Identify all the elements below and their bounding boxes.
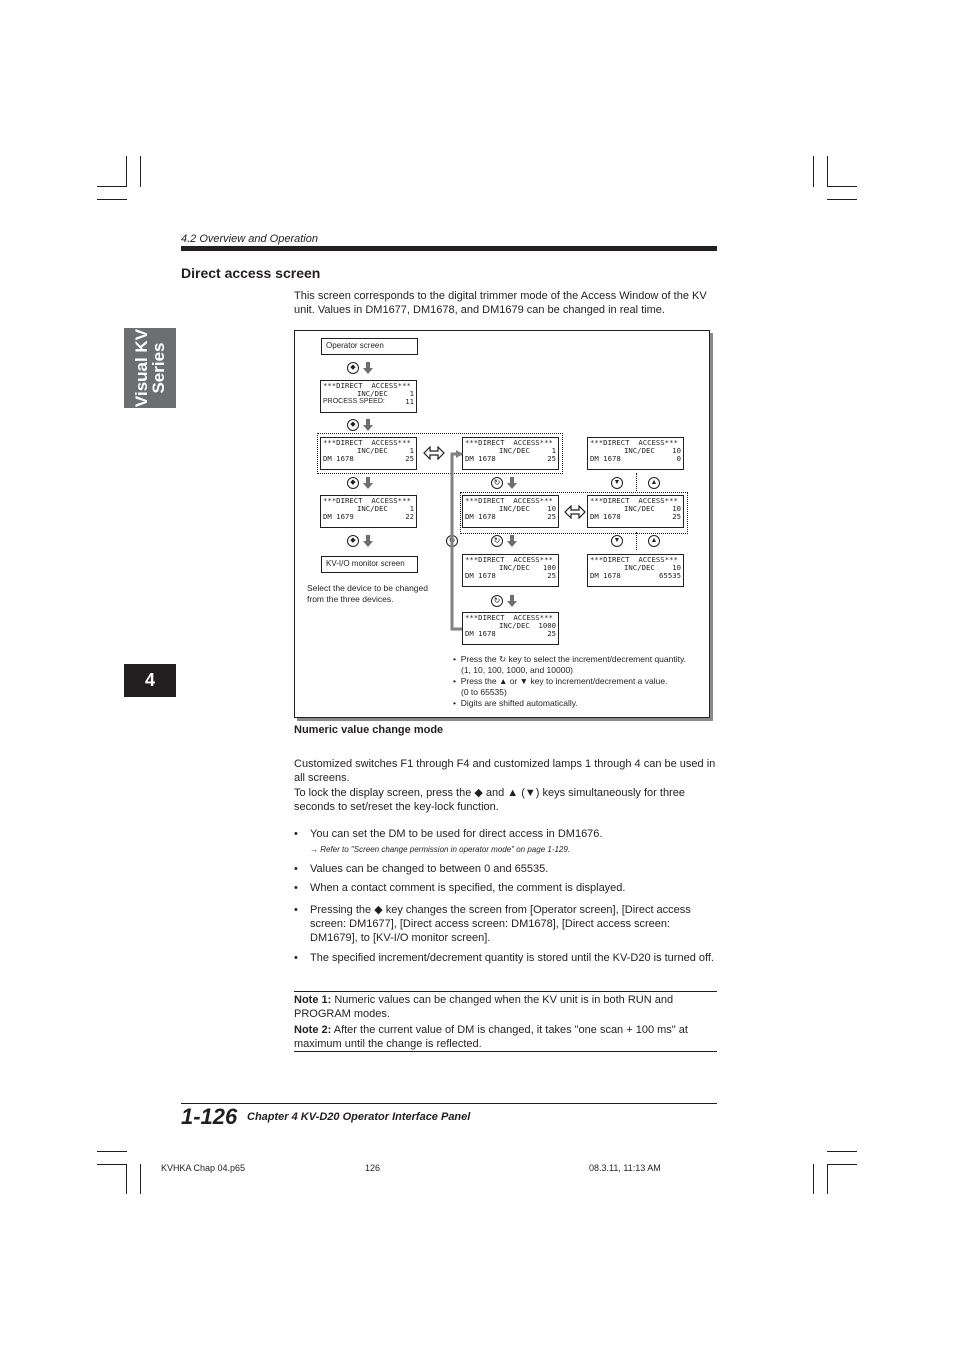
lcd-line: DM 1678 (465, 512, 496, 521)
crop-mark (97, 186, 127, 187)
down-key-icon: ▼ (611, 477, 623, 489)
notes-rule-top (294, 991, 717, 992)
crop-mark (126, 1164, 127, 1194)
bullet-item: When a contact comment is specified, the comment is displayed. (310, 882, 626, 894)
lcd-screen (587, 495, 684, 528)
note-item: Press the ↻ key to select the increment/decrement quantity. (460, 654, 686, 664)
diagram-caption: Numeric value change mode (294, 724, 444, 736)
lcd-line: DM 1678 (590, 454, 621, 463)
intro-paragraph: This screen corresponds to the digital trimmer mode of the Access Window of the KV unit. Values in DM1677, DM1678, and DM1679 can be changed in real time. (294, 290, 707, 316)
body-paragraph: Customized switches F1 through F4 and customized lamps 1 through 4 can be used in all screens. (294, 758, 716, 784)
lcd-value: 25 (547, 454, 556, 463)
lcd-line: ***DIRECT ACCESS*** (590, 555, 678, 564)
note-item: (0 to 65535) (461, 687, 507, 697)
lcd-line: DM 1678 (465, 571, 496, 580)
crop-mark (813, 156, 814, 187)
page-heading: Direct access screen (181, 265, 321, 281)
lcd-line: INC/DEC (499, 621, 530, 630)
diagram-notes: • Press the ↻ key to select the increment/decrement quantity. (1, 10, 100, 1000, and 10000) • Press the ▲ or ▼ key to increment/decrement a value. (0 to 65535) • Digits are shifted automatically. (453, 654, 705, 709)
lcd-value: 11 (405, 397, 414, 406)
lcd-value: 65535 (659, 571, 681, 580)
lcd-line: DM 1678 (323, 454, 354, 463)
rotate-key-icon: ↻ (491, 595, 503, 607)
lcd-value: 10 (547, 504, 556, 513)
crop-mark (827, 1164, 828, 1194)
lcd-screen (587, 554, 684, 587)
dotted-connector (636, 532, 637, 550)
note-2 (294, 1023, 718, 1051)
select-note: Select the device to be changed from the three devices. (307, 583, 428, 604)
lcd-value: 1000 (538, 621, 556, 630)
notes-rule-bottom (294, 1051, 717, 1052)
chapter-line: Chapter 4 KV-D20 Operator Interface Panel (247, 1111, 471, 1123)
crop-mark (97, 1151, 127, 1152)
up-key-icon: ▲ (648, 477, 660, 489)
lcd-line: ***DIRECT ACCESS*** (465, 496, 553, 505)
lcd-line: ***DIRECT ACCESS*** (465, 613, 553, 622)
lcd-line: ***DIRECT ACCESS*** (590, 438, 678, 447)
down-arrow-icon (363, 477, 373, 489)
rotate-key-icon: ↻ (491, 535, 503, 547)
bullet-item: The specified increment/decrement quantity is stored until the KV-D20 is turned off. (310, 952, 714, 964)
lcd-line: INC/DEC (357, 389, 388, 398)
header-rule (181, 246, 717, 251)
lcd-line: INC/DEC (499, 446, 530, 455)
diamond-key-icon: ◆ (347, 362, 359, 374)
lcd-screen (587, 437, 684, 470)
down-arrow-icon (507, 595, 517, 607)
crop-mark (97, 1164, 127, 1165)
lcd-line: INC/DEC (624, 504, 655, 513)
crop-mark (827, 1151, 857, 1152)
lcd-value: 25 (405, 454, 414, 463)
bullet-item: You can set the DM to be used for direct access in DM1676. (310, 828, 603, 840)
bullet-item: Pressing the ◆ key changes the screen from [Operator screen], [Direct access screen: DM1677], [Direct access screen: DM1678], [Direct access screen: DM1679], to [KV-I/O monitor screen]. (310, 904, 691, 944)
double-arrow-icon (564, 505, 586, 519)
down-arrow-icon (507, 535, 517, 547)
lcd-value: 22 (405, 512, 414, 521)
note-item: (1, 10, 100, 1000, and 10000) (461, 665, 574, 675)
lcd-screen (462, 554, 559, 587)
lcd-line: ***DIRECT ACCESS*** (465, 438, 553, 447)
file-name: KVHKA Chap 04.p65 (161, 1163, 246, 1173)
section-title: 4.2 Overview and Operation (181, 233, 318, 245)
lcd-screen (462, 437, 559, 470)
lcd-line: INC/DEC (624, 563, 655, 572)
lcd-line: PROCESS SPEED: (323, 398, 385, 405)
crop-mark (827, 1164, 857, 1165)
note-item: Press the ▲ or ▼ key to increment/decrement a value. (460, 676, 668, 686)
operator-screen-label: Operator screen (321, 338, 418, 355)
note-text: After the current value of DM is changed, it takes "one scan + 100 ms" at maximum until the change is reflected. (294, 1024, 688, 1050)
lcd-value: 0 (676, 454, 681, 463)
loop-return-line (445, 449, 465, 634)
double-arrow-icon (423, 446, 445, 460)
lcd-screen (320, 495, 417, 528)
diamond-key-icon: ◆ (347, 535, 359, 547)
lcd-line: INC/DEC (624, 446, 655, 455)
crop-mark (97, 199, 127, 200)
page-number: 1-126 (181, 1104, 238, 1129)
note-item: Digits are shifted automatically. (460, 698, 578, 708)
lcd-line: ***DIRECT ACCESS*** (323, 438, 411, 447)
lcd-line: DM 1678 (590, 571, 621, 580)
sheet-number: 126 (365, 1163, 381, 1173)
side-tab-line2: Series (149, 342, 168, 394)
side-tab-line1: Visual KV (132, 328, 151, 408)
lcd-line: DM 1678 (465, 629, 496, 638)
lcd-value: 10 (672, 446, 681, 455)
lcd-line: DM 1679 (323, 512, 354, 521)
note-1 (294, 993, 718, 1021)
lcd-line: DM 1678 (465, 454, 496, 463)
lcd-value: 10 (672, 504, 681, 513)
lcd-value: 25 (547, 629, 556, 638)
down-arrow-icon (363, 535, 373, 547)
lcd-value: 1 (409, 389, 414, 398)
crop-mark (126, 156, 127, 187)
lcd-value: 100 (542, 563, 556, 572)
lcd-value: 1 (551, 446, 556, 455)
lcd-value: 10 (672, 563, 681, 572)
down-arrow-icon (363, 419, 373, 431)
lcd-line: INC/DEC (499, 563, 530, 572)
crop-mark (140, 156, 141, 187)
crop-mark (140, 1164, 141, 1194)
lcd-line: ***DIRECT ACCESS*** (323, 496, 411, 505)
chapter-tab: 4 (124, 664, 176, 697)
footer-rule (181, 1103, 717, 1104)
rotate-key-icon: ↻ (446, 535, 458, 547)
diamond-key-icon: ◆ (347, 477, 359, 489)
note-text: Numeric values can be changed when the KV unit is in both RUN and PROGRAM modes. (294, 994, 674, 1020)
cross-reference: → Refer to "Screen change permission in operator mode" on page 1-129. (310, 845, 571, 854)
lcd-value: 1 (409, 504, 414, 513)
lcd-line: ***DIRECT ACCESS*** (465, 555, 553, 564)
lcd-value: 25 (547, 512, 556, 521)
print-timestamp: 08.3.11, 11:13 AM (589, 1163, 661, 1173)
lcd-value: 25 (547, 571, 556, 580)
kvio-screen-label: KV-I/O monitor screen (321, 556, 418, 573)
diagram-frame (294, 330, 710, 718)
lcd-line: ***DIRECT ACCESS*** (590, 496, 678, 505)
crop-mark (827, 199, 857, 200)
up-key-icon: ▲ (648, 535, 660, 547)
note-label: Note 1: (294, 994, 332, 1006)
down-arrow-icon (507, 477, 517, 489)
side-tab (124, 328, 176, 408)
lcd-screen (462, 495, 559, 528)
lcd-value: 1 (409, 446, 414, 455)
down-arrow-icon (363, 362, 373, 374)
dotted-connector (636, 473, 637, 491)
lcd-line: INC/DEC (357, 446, 388, 455)
lcd-screen (462, 612, 559, 645)
lcd-line: DM 1678 (590, 512, 621, 521)
bullet-item: Values can be changed to between 0 and 65535. (310, 863, 549, 875)
lcd-line: INC/DEC (499, 504, 530, 513)
down-key-icon: ▼ (611, 535, 623, 547)
diamond-key-icon: ◆ (347, 419, 359, 431)
crop-mark (813, 1164, 814, 1194)
lcd-line: INC/DEC (357, 504, 388, 513)
bullet-list: • You can set the DM to be used for direct access in DM1676. → Refer to "Screen change permission in operator mode" on page 1-129. • Values can be changed to between 0 and 65535. • When a contact comment is specified, the comment is displayed. • Pressing the ◆ key changes the screen from [Operator screen], [Direct access screen: DM1677], [Direct access screen: DM1678], [Direct access screen: DM1679], to [KV-I/O monitor screen]. • The specified increment/decrement quantity is stored until the KV-D20 is turned off. (294, 827, 718, 965)
lcd-screen (320, 437, 417, 470)
crop-mark (827, 156, 828, 187)
lcd-value: 25 (672, 512, 681, 521)
body-paragraph: To lock the display screen, press the ◆ and ▲ (▼) keys simultaneously for three seconds to set/reset the key-lock function. (294, 787, 685, 813)
crop-mark (827, 186, 857, 187)
note-label: Note 2: (294, 1024, 332, 1036)
lcd-line: ***DIRECT ACCESS*** (323, 381, 411, 390)
lcd-screen (320, 380, 417, 413)
rotate-key-icon: ↻ (491, 477, 503, 489)
